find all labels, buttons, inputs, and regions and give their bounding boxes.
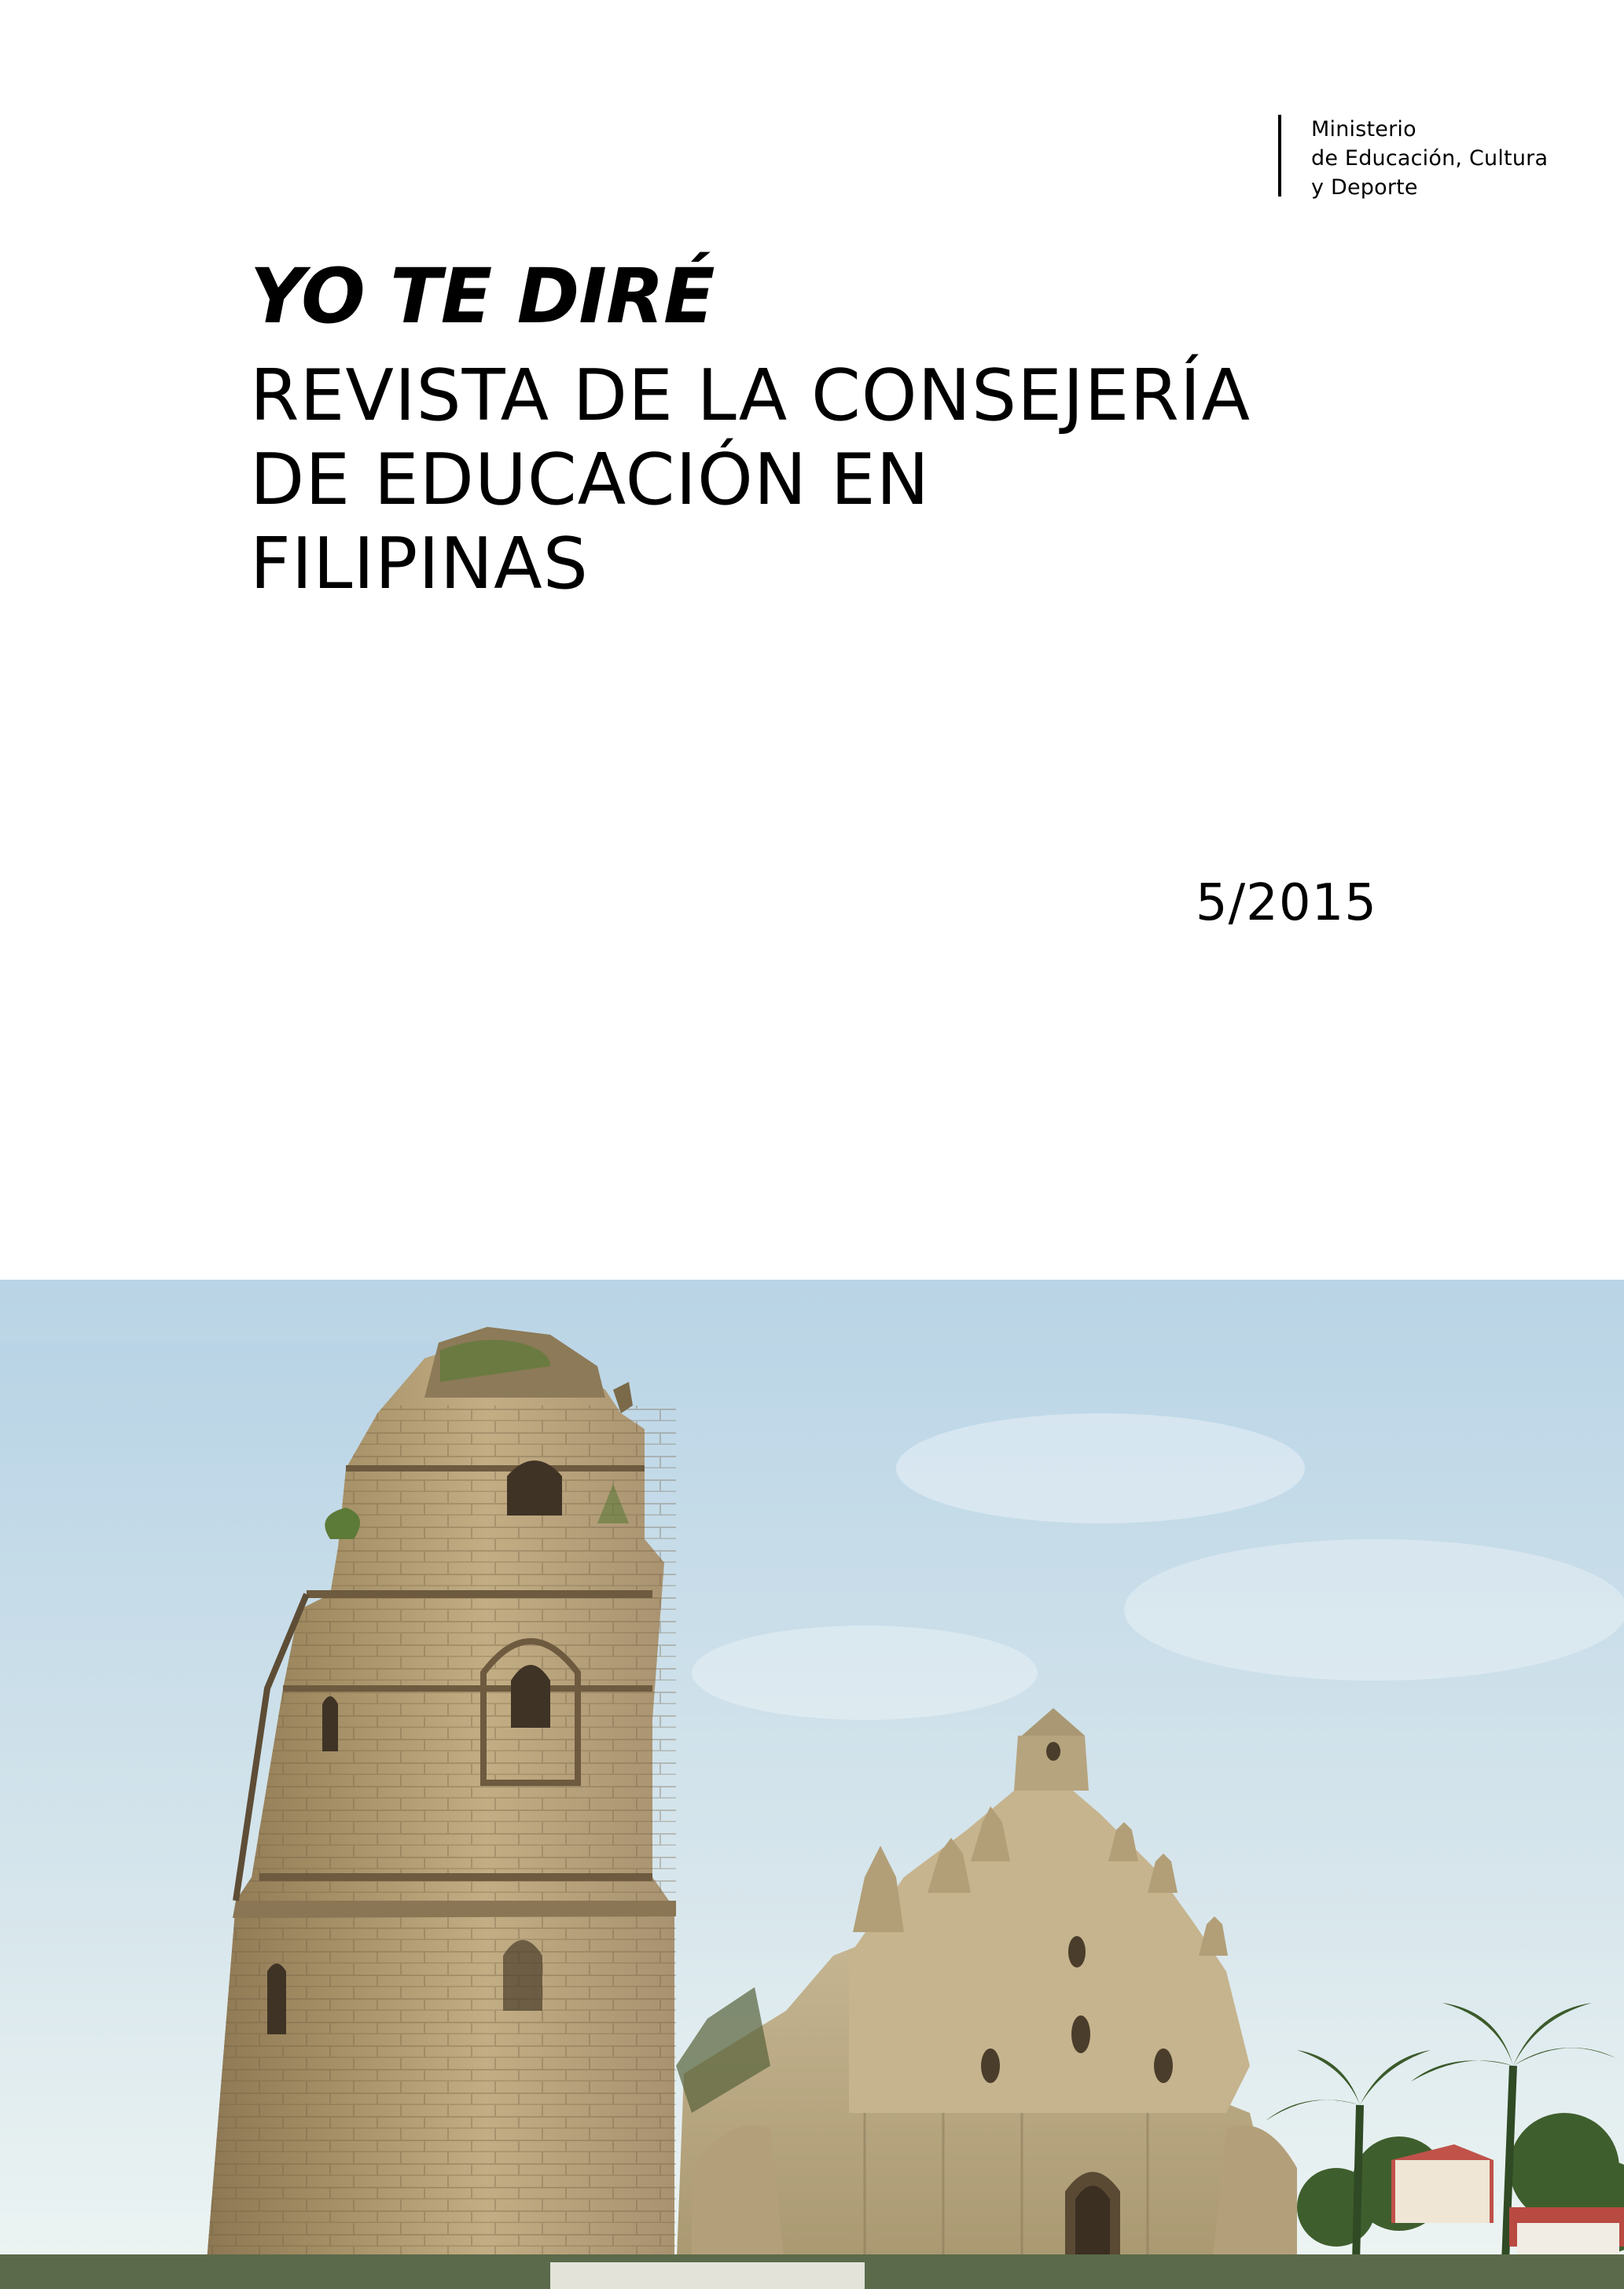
issue-number: 5/2015 [1195,874,1377,932]
cover-photo [0,1280,1624,2289]
ministry-line-1: Ministerio [1311,117,1416,141]
ministry-line-3: y Deporte [1311,175,1418,200]
magazine-title: YO TE DIRÉ [250,252,715,340]
subtitle-line-1: REVISTA DE LA CONSEJERÍA [250,355,1251,437]
title-block [250,250,1251,606]
church-photo-illustration [0,1280,1624,2289]
ministry-line-2: de Educación, Cultura [1311,146,1549,171]
subtitle-line-2: DE EDUCACIÓN EN [250,439,930,521]
subtitle-line-3: FILIPINAS [250,523,589,605]
ministry-logo [1278,115,1549,200]
